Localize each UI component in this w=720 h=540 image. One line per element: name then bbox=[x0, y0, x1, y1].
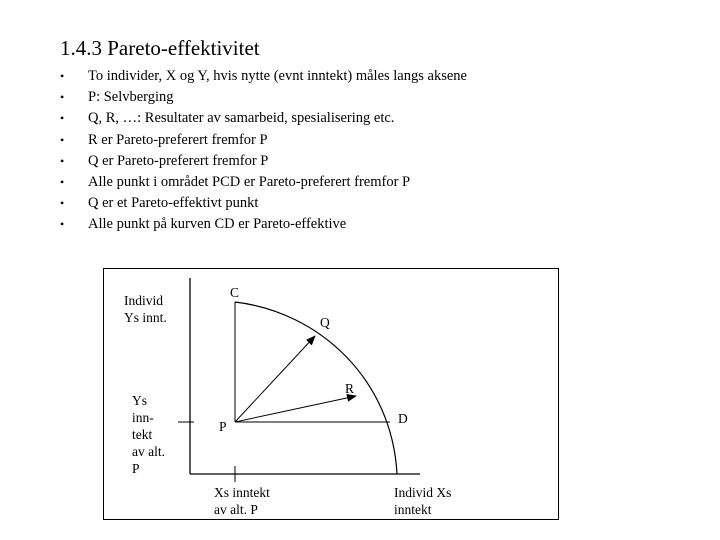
y-tick-label-line: inn- bbox=[132, 410, 154, 425]
y-axis-label-line: Individ bbox=[124, 293, 163, 308]
point-label-r: R bbox=[345, 381, 355, 396]
bullet-text: P: Selvberging bbox=[88, 89, 174, 106]
point-label-c: C bbox=[230, 285, 240, 300]
bullet-dot-icon: • bbox=[60, 153, 65, 168]
x-tick-label-line: Xs inntekt bbox=[214, 485, 270, 500]
point-label-d: D bbox=[398, 411, 408, 426]
bullet-dot-icon: • bbox=[60, 90, 65, 105]
x-axis-label-line: Individ Xs bbox=[394, 485, 452, 500]
bullet-text: Alle punkt i området PCD er Pareto-preferert fremfor P bbox=[88, 174, 411, 191]
y-tick-label-line: Ys bbox=[132, 393, 148, 408]
arrow-p-to-q bbox=[235, 336, 315, 422]
bullet-text: Q, R, …: Resultater av samarbeid, spesialisering etc. bbox=[88, 110, 395, 127]
y-tick-label-line: P bbox=[132, 461, 140, 476]
bullet-text: R er Pareto-preferert fremfor P bbox=[88, 131, 268, 148]
y-tick-label bbox=[132, 392, 165, 477]
x-axis-label bbox=[394, 484, 451, 518]
bullet-text: To individer, X og Y, hvis nytte (evnt inntekt) måles langs aksene bbox=[88, 68, 467, 84]
point-label-q: Q bbox=[320, 315, 330, 330]
arrow-p-to-r bbox=[235, 396, 356, 422]
bullet-dot-icon: • bbox=[60, 175, 65, 190]
pareto-frontier-curve bbox=[235, 302, 397, 474]
point-label-p: P bbox=[219, 419, 227, 434]
y-axis-label bbox=[124, 292, 167, 326]
slide-title: 1.4.3 Pareto-effektivitet bbox=[60, 36, 260, 60]
bullet-dot-icon: • bbox=[60, 111, 65, 126]
x-axis-label-line: inntekt bbox=[394, 502, 432, 517]
bullet-dot-icon: • bbox=[60, 132, 65, 147]
y-tick-label-line: tekt bbox=[132, 427, 153, 442]
x-tick-label-line: av alt. P bbox=[214, 502, 258, 517]
y-tick-label-line: av alt. bbox=[132, 444, 165, 459]
bullet-text: Q er Pareto-preferert fremfor P bbox=[88, 152, 269, 169]
bullet-dot-icon: • bbox=[60, 217, 65, 232]
bullet-dot-icon: • bbox=[60, 196, 65, 211]
bullet-text: Q er et Pareto-effektivt punkt bbox=[88, 195, 259, 212]
bullet-dot-icon: • bbox=[60, 69, 65, 83]
x-tick-label bbox=[214, 484, 270, 518]
bullet-text: Alle punkt på kurven CD er Pareto-effektive bbox=[88, 216, 347, 233]
y-axis-label-line: Ys innt. bbox=[124, 310, 167, 325]
